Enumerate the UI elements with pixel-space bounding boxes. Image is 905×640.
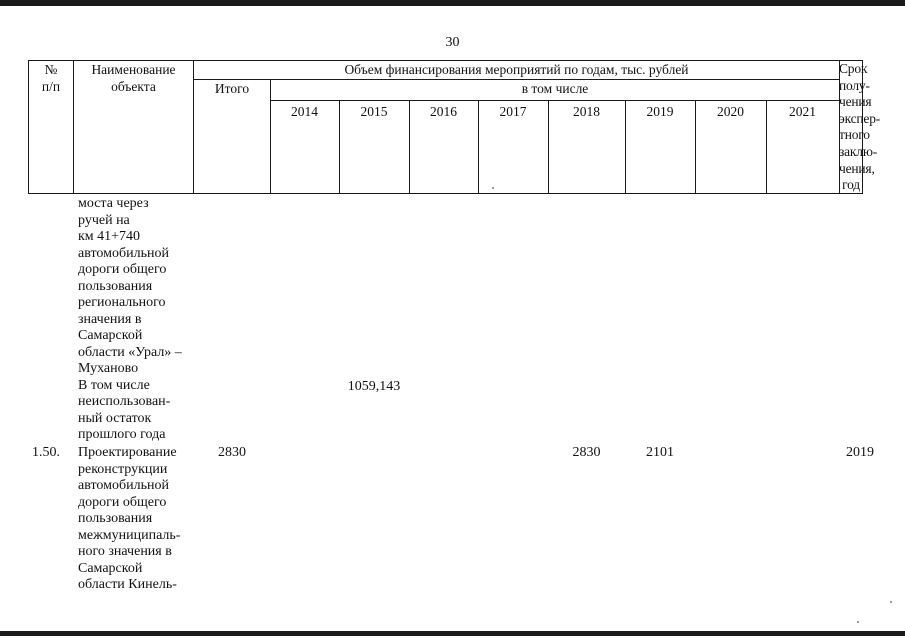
item-term: 2019 — [846, 445, 874, 460]
header-funding-label: Объем финансирования мероприятий по годам, тыс. рублей — [344, 62, 689, 77]
header-year-2016: 2016 — [430, 104, 457, 119]
item-value-2018: 2830 — [572, 445, 601, 460]
header-year-2017: 2017 — [499, 104, 527, 119]
header-including-label: в том числе — [521, 81, 589, 96]
header-total-label: Итого — [214, 81, 250, 96]
continuation-value-2015: 1059,143 — [347, 379, 401, 394]
header-year-2018: 2018 — [573, 104, 600, 119]
scan-speck — [890, 601, 892, 603]
continuation-object-name: моста через ручей на км 41+740 автомобильной дороги общего пользования регионального значения в Самарской области «Урал» – Муханово В том числе неиспользован- ный остаток прошлого года — [78, 196, 182, 442]
header-number-label: № п/п — [41, 62, 61, 94]
table-header-bottom-line — [28, 193, 863, 194]
item-total: 2830 — [218, 445, 246, 460]
header-year-2021: 2021 — [789, 104, 816, 119]
header-name-label: Наименование объекта — [91, 62, 176, 94]
header-year-2019: 2019 — [646, 104, 674, 119]
header-term-label: Срок полу- чения экспер- тного заклю- чения, год — [839, 61, 881, 193]
item-number: 1.50. — [32, 445, 60, 460]
scan-speck — [492, 187, 494, 189]
header-year-2015: 2015 — [360, 104, 388, 119]
scan-speck — [857, 621, 859, 623]
page-number: 30 — [445, 35, 460, 50]
bottom-border — [0, 631, 905, 636]
top-border — [0, 0, 905, 6]
header-year-2014: 2014 — [291, 104, 318, 119]
table-header-line-years — [270, 100, 839, 101]
item-object-name: Проектирование реконструкции автомобильной дороги общего пользования межмуниципаль- ного значения в Самарской области Кинель- — [78, 445, 181, 592]
item-value-2019: 2101 — [646, 445, 674, 460]
header-year-2020: 2020 — [717, 104, 744, 119]
